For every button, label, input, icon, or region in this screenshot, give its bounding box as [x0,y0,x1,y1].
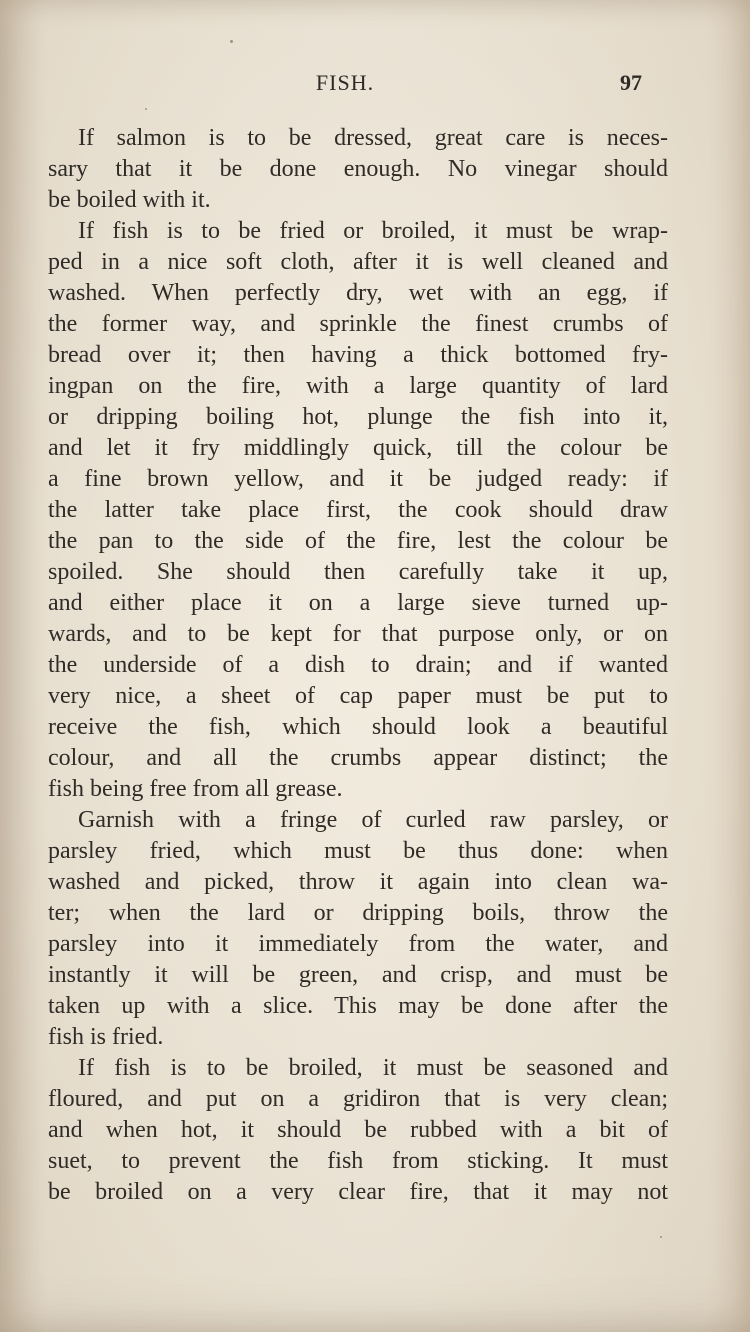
paper-speck [145,108,147,110]
text-line: If salmon is to be dressed, great care is neces- [78,125,668,151]
text-line: colour, and all the crumbs appear distinct; the [48,745,668,771]
text-line: ter; when the lard or dripping boils, throw the [48,900,668,926]
text-line: Garnish with a fringe of curled raw parsley, or [78,807,668,833]
text-line: the underside of a dish to drain; and if wanted [48,652,668,678]
text-line: washed and picked, throw it again into clean wa- [48,869,668,895]
text-line: If fish is to be broiled, it must be seasoned and [78,1055,668,1081]
text-line: very nice, a sheet of cap paper must be put to [48,683,668,709]
text-line: If fish is to be fried or broiled, it must be wrap- [78,218,668,244]
text-line: instantly it will be green, and crisp, and must be [48,962,668,988]
text-line: parsley into it immediately from the water, and [48,931,668,957]
text-line: wards, and to be kept for that purpose only, or on [48,621,668,647]
text-line: ped in a nice soft cloth, after it is well cleaned and [48,249,668,275]
paragraph [48,1053,668,1208]
text-line: and either place it on a large sieve turned up- [48,590,668,616]
text-line: sary that it be done enough. No vinegar should [48,156,668,182]
text-line: a fine brown yellow, and it be judged ready: if [48,466,668,492]
text-line: parsley fried, which must be thus done: when [48,838,668,864]
paragraph [48,216,668,805]
text-line: bread over it; then having a thick bottomed fry- [48,342,668,368]
paragraph [48,805,668,1053]
paper-speck [660,1236,662,1238]
text-line: receive the fish, which should look a beautiful [48,714,668,740]
text-line: and let it fry middlingly quick, till the colour be [48,435,668,461]
text-line: fish being free from all grease. [48,776,343,802]
text-line: or dripping boiling hot, plunge the fish into it, [48,404,668,430]
text-line: the latter take place first, the cook should draw [48,497,668,523]
running-title: FISH. [315,70,375,95]
running-head [0,62,750,102]
text-line: the pan to the side of the fire, lest the colour be [48,528,668,554]
text-line: taken up with a slice. This may be done after the [48,993,668,1019]
paragraph [48,123,668,216]
text-line: ingpan on the fire, with a large quantity of lard [48,373,668,399]
text-line: floured, and put on a gridiron that is very clean; [48,1086,668,1112]
text-line: and when hot, it should be rubbed with a bit of [48,1117,668,1143]
text-line: spoiled. She should then carefully take it up, [48,559,668,585]
text-line: be boiled with it. [48,187,211,213]
text-line: the former way, and sprinkle the finest crumbs of [48,311,668,337]
text-line: suet, to prevent the fish from sticking. It must [48,1148,668,1174]
paper-speck [230,40,233,43]
body-text [48,123,668,1208]
text-line: washed. When perfectly dry, wet with an egg, if [48,280,668,306]
text-line: be broiled on a very clear fire, that it may not [48,1179,668,1205]
page-number: 97 [620,70,642,95]
text-line: fish is fried. [48,1024,164,1050]
